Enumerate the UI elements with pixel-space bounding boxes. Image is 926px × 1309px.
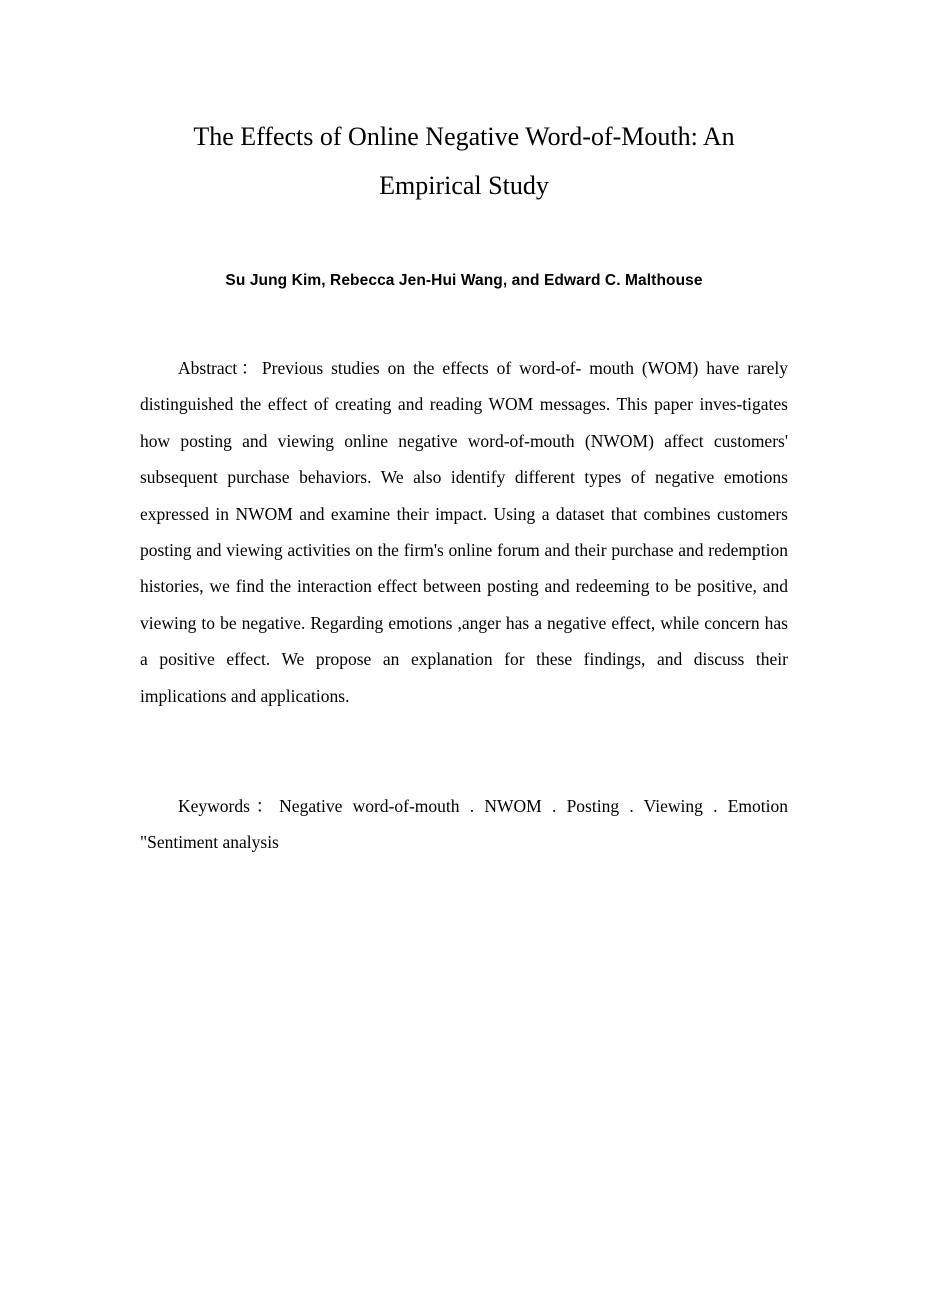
paper-title: The Effects of Online Negative Word-of-Mouth: An Empirical Study [193,122,735,200]
abstract-label: Abstract： [178,358,262,378]
keywords-text: Negative word-of-mouth . NWOM . Posting . Viewing . Emotion "Sentiment analysis [140,796,788,853]
keywords-paragraph [140,788,788,861]
keywords-label: Keywords： [178,796,280,817]
abstract-paragraph [140,350,788,714]
abstract-text: Previous studies on the effects of word-of- mouth (WOM) have rarely distinguished the effect of creating and reading WOM messages. This paper inves-tigates how posting and viewing online negative word-of-mouth (NWOM) affect customers' subsequent purchase behaviors. We also identify different types of negative emotions expressed in NWOM and examine their impact. Using a dataset that combines customers posting and viewing activities on the firm's online forum and their purchase and redemption histories, we find the interaction effect between posting and redeeming to be positive, and viewing to be negative. Regarding emotions ,anger has a negative effect, while concern has a positive effect. We propose an explanation for these findings, and discuss their implications and applications. [140,358,788,706]
authors-line: Su Jung Kim, Rebecca Jen-Hui Wang, and Edward C. Malthouse [225,272,703,289]
